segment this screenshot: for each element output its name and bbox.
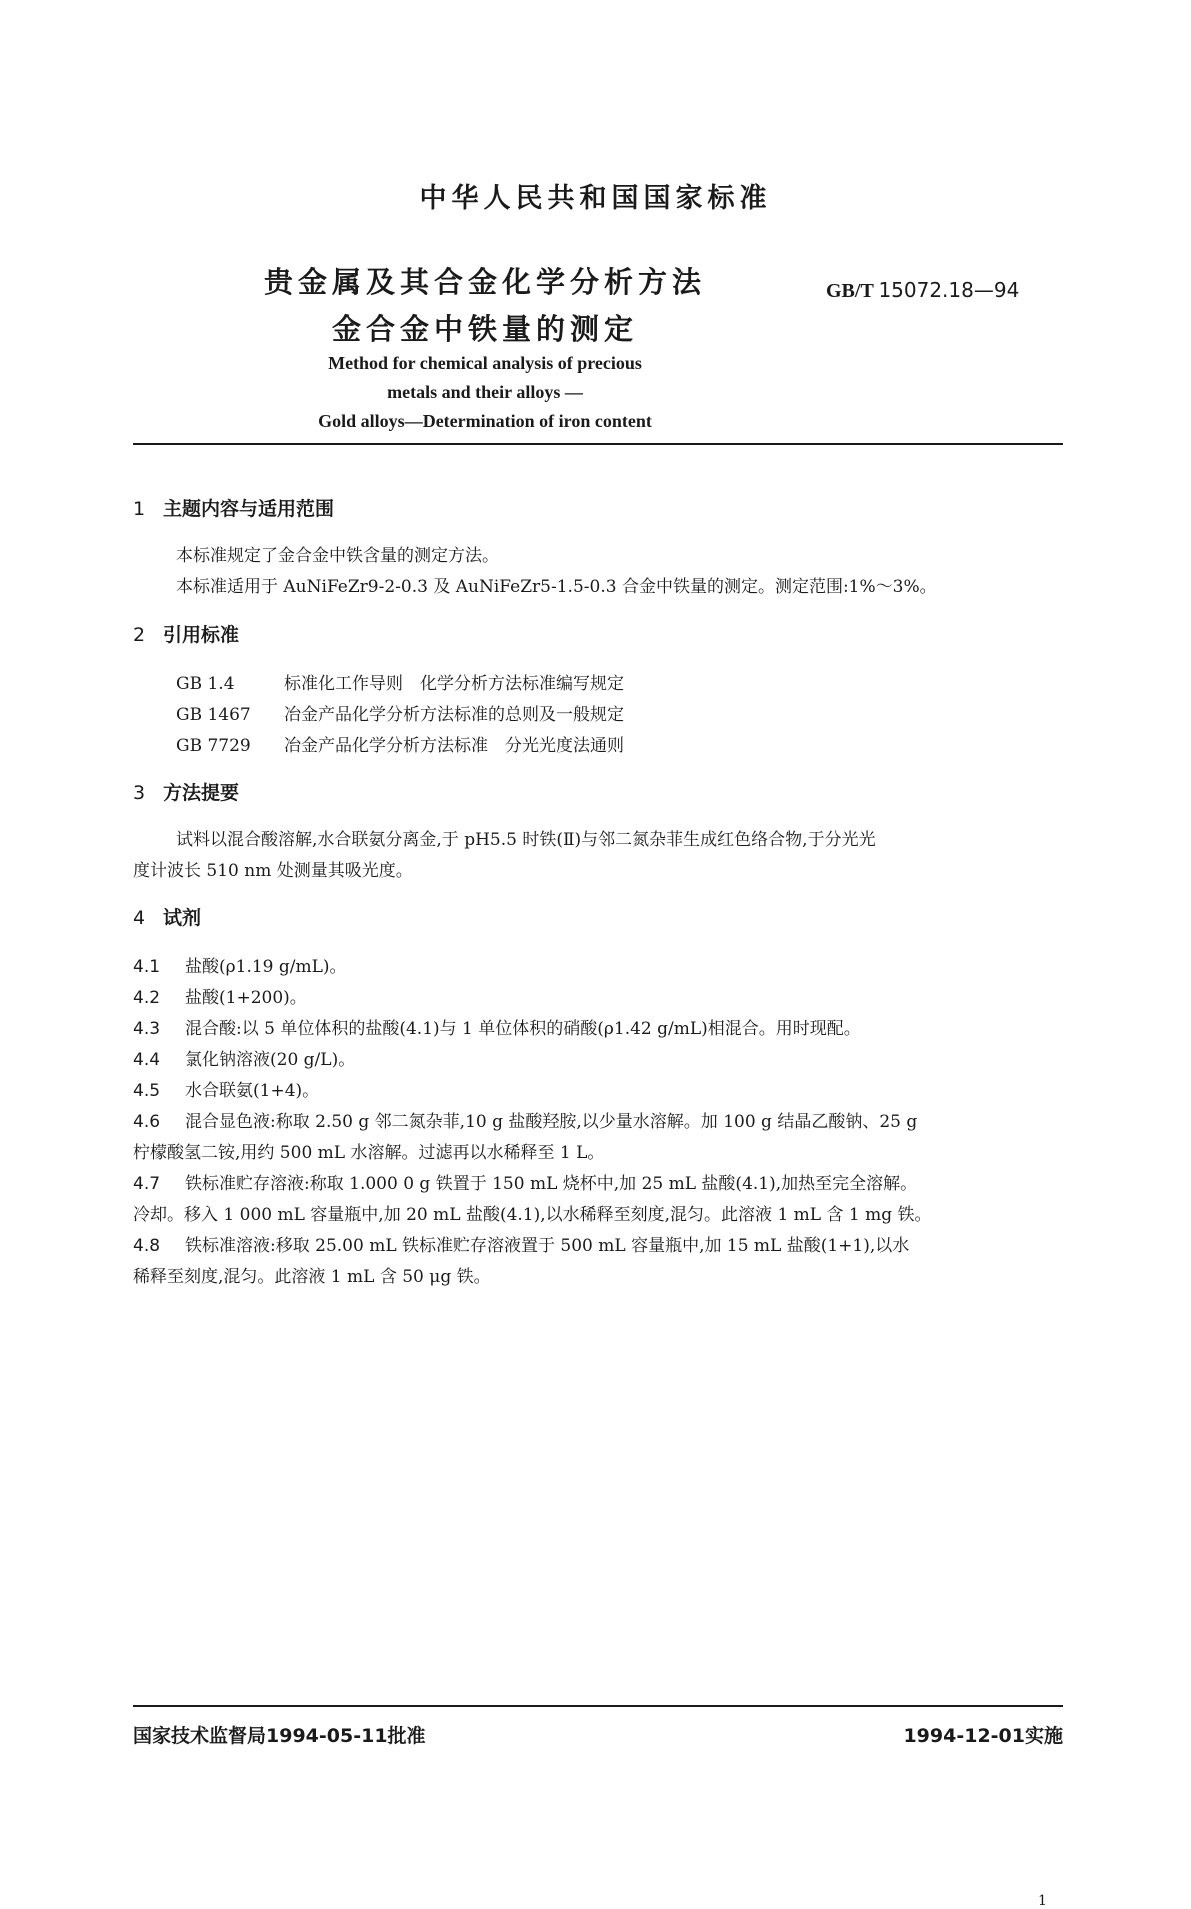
footer-divider <box>133 1705 1063 1707</box>
reagent-text: 混合显色液:称取 2.50 g 邻二氮杂菲,10 g 盐酸羟胺,以少量水溶解。加 100 g 结晶乙酸钠、25 g <box>185 1112 918 1132</box>
reagent-number: 4.6 <box>133 1112 161 1132</box>
reagent-continuation: 冷却。移入 1 000 mL 容量瓶中,加 20 mL 盐酸(4.1),以水稀释至刻度,混匀。此溶液 1 mL 含 1 mg 铁。 <box>133 1205 932 1225</box>
section-title: 试剂 <box>163 907 202 929</box>
page-number: 1 <box>1038 1893 1047 1909</box>
reagent-number: 4.3 <box>133 1019 161 1039</box>
reference-text: 冶金产品化学分析方法标准的总则及一般规定 <box>284 705 624 725</box>
reference-item <box>176 731 624 756</box>
standard-code <box>826 278 1019 303</box>
reagent-number: 4.4 <box>133 1050 161 1070</box>
reagent-item <box>133 1231 909 1256</box>
reference-item <box>176 700 624 725</box>
section-number: 4 <box>133 907 146 929</box>
reagent-continuation: 柠檬酸氢二铵,用约 500 mL 水溶解。过滤再以水稀释至 1 L。 <box>133 1143 605 1163</box>
section-4-heading <box>133 903 201 930</box>
reference-text: 标准化工作导则 化学分析方法标准编写规定 <box>284 674 624 694</box>
reagent-item <box>133 1045 355 1070</box>
reagent-item <box>133 983 307 1008</box>
reagent-number: 4.7 <box>133 1174 161 1194</box>
english-title-line1: Method for chemical analysis of precious <box>328 353 642 373</box>
reagent-text: 混合酸:以 5 单位体积的盐酸(4.1)与 1 单位体积的硝酸(ρ1.42 g/mL)相混合。用时现配。 <box>185 1019 861 1039</box>
section-number: 2 <box>133 624 146 646</box>
section-number: 3 <box>133 782 146 804</box>
reagent-item <box>133 1076 319 1101</box>
reagent-number: 4.5 <box>133 1081 161 1101</box>
reference-item <box>176 669 624 694</box>
section-title: 引用标准 <box>163 624 240 646</box>
reference-code: GB 1467 <box>176 705 251 725</box>
english-title-line2: metals and their alloys — <box>387 382 583 402</box>
reagent-item <box>133 1014 861 1039</box>
section-3-line-2: 度计波长 510 nm 处测量其吸光度。 <box>133 861 413 881</box>
reagent-text: 盐酸(1+200)。 <box>185 988 307 1008</box>
header-divider <box>133 443 1063 445</box>
reference-code: GB 7729 <box>176 736 251 756</box>
section-title: 主题内容与适用范围 <box>163 498 335 520</box>
reagent-number: 4.2 <box>133 988 161 1008</box>
reference-text: 冶金产品化学分析方法标准 分光光度法通则 <box>284 736 624 756</box>
section-1-heading <box>133 494 334 521</box>
effective-date: 1994-12-01实施 <box>903 1725 1063 1747</box>
reagent-item <box>133 1107 917 1132</box>
reagent-item <box>133 952 347 977</box>
reagent-continuation: 稀释至刻度,混匀。此溶液 1 mL 含 50 μg 铁。 <box>133 1267 491 1287</box>
reagent-text: 水合联氨(1+4)。 <box>185 1081 320 1101</box>
standard-code-prefix: GB/T <box>826 280 874 302</box>
reagent-text: 氯化钠溶液(20 g/L)。 <box>185 1050 356 1070</box>
reagent-text: 盐酸(ρ1.19 g/mL)。 <box>185 957 347 977</box>
reference-code: GB 1.4 <box>176 674 235 694</box>
reagent-item <box>133 1169 917 1194</box>
section-1-paragraph-1: 本标准规定了金合金中铁含量的测定方法。 <box>176 546 499 566</box>
section-1-paragraph-2: 本标准适用于 AuNiFeZr9-2-0.3 及 AuNiFeZr5-1.5-0.3 合金中铁量的测定。测定范围:1%～3%。 <box>176 577 937 597</box>
english-title-line3: Gold alloys—Determination of iron content <box>318 411 652 431</box>
approval-date: 国家技术监督局1994-05-11批准 <box>133 1725 426 1747</box>
document-title-line2: 金合金中铁量的测定 <box>331 312 638 346</box>
section-number: 1 <box>133 498 146 520</box>
section-title: 方法提要 <box>163 782 240 804</box>
reagent-text: 铁标准贮存溶液:称取 1.000 0 g 铁置于 150 mL 烧杯中,加 25 mL 盐酸(4.1),加热至完全溶解。 <box>185 1174 918 1194</box>
section-2-heading <box>133 620 239 647</box>
document-title-line1: 贵金属及其合金化学分析方法 <box>263 265 706 299</box>
section-3-heading <box>133 778 239 805</box>
reagent-number: 4.8 <box>133 1236 161 1256</box>
reagent-text: 铁标准溶液:移取 25.00 mL 铁标准贮存溶液置于 500 mL 容量瓶中,加 15 mL 盐酸(1+1),以水 <box>185 1236 910 1256</box>
section-3-line-1: 试料以混合酸溶解,水合联氨分离金,于 pH5.5 时铁(Ⅱ)与邻二氮杂菲生成红色络合物,于分光光 <box>176 830 876 850</box>
reagent-number: 4.1 <box>133 957 161 977</box>
standard-code-number: 15072.18—94 <box>878 278 1020 302</box>
national-standard-title: 中华人民共和国国家标准 <box>419 183 772 214</box>
